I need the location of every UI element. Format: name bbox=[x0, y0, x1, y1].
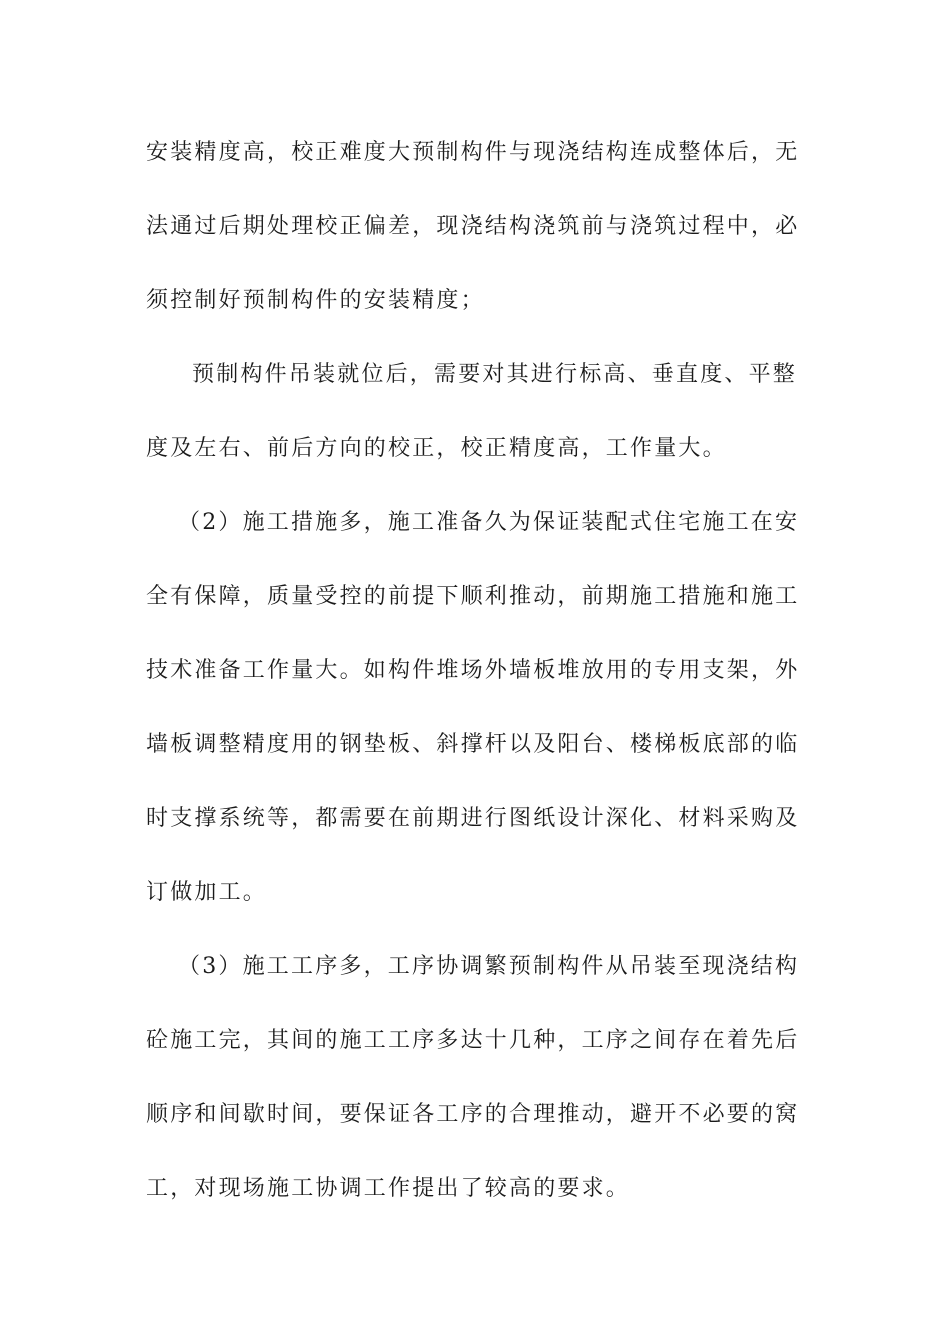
text-line: 技术准备工作量大。如构件堆场外墙板堆放用的专用支架，外 bbox=[146, 658, 800, 683]
text-line: 墙板调整精度用的钢垫板、斜撑杆以及阳台、楼梯板底部的临 bbox=[146, 732, 800, 757]
text-line: 工，对现场施工协调工作提出了较高的要求。 bbox=[146, 1176, 631, 1201]
paragraph-first-line: （2）施工措施多，施工准备久为保证装配式住宅施工在安 bbox=[178, 510, 800, 535]
paragraph-first-line: 预制构件吊装就位后，需要对其进行标高、垂直度、平整 bbox=[192, 362, 798, 387]
text-line: 法通过后期处理校正偏差，现浇结构浇筑前与浇筑过程中，必 bbox=[146, 214, 800, 239]
text-line: 安装精度高，校正难度大预制构件与现浇结构连成整体后，无 bbox=[146, 140, 800, 165]
text-line: 顺序和间歇时间，要保证各工序的合理推动，避开不必要的窝 bbox=[146, 1102, 800, 1127]
text-line: 度及左右、前后方向的校正，校正精度高，工作量大。 bbox=[146, 436, 727, 461]
text-line: 须控制好预制构件的安装精度； bbox=[146, 288, 485, 313]
paragraph-first-line: （3）施工工序多，工序协调繁预制构件从吊装至现浇结构 bbox=[178, 954, 800, 979]
text-line: 全有保障，质量受控的前提下顺利推动，前期施工措施和施工 bbox=[146, 584, 800, 609]
text-line: 时支撑系统等，都需要在前期进行图纸设计深化、材料采购及 bbox=[146, 806, 800, 831]
text-line: 订做加工。 bbox=[146, 880, 268, 905]
text-line: 砼施工完，其间的施工工序多达十几种，工序之间存在着先后 bbox=[146, 1028, 800, 1053]
